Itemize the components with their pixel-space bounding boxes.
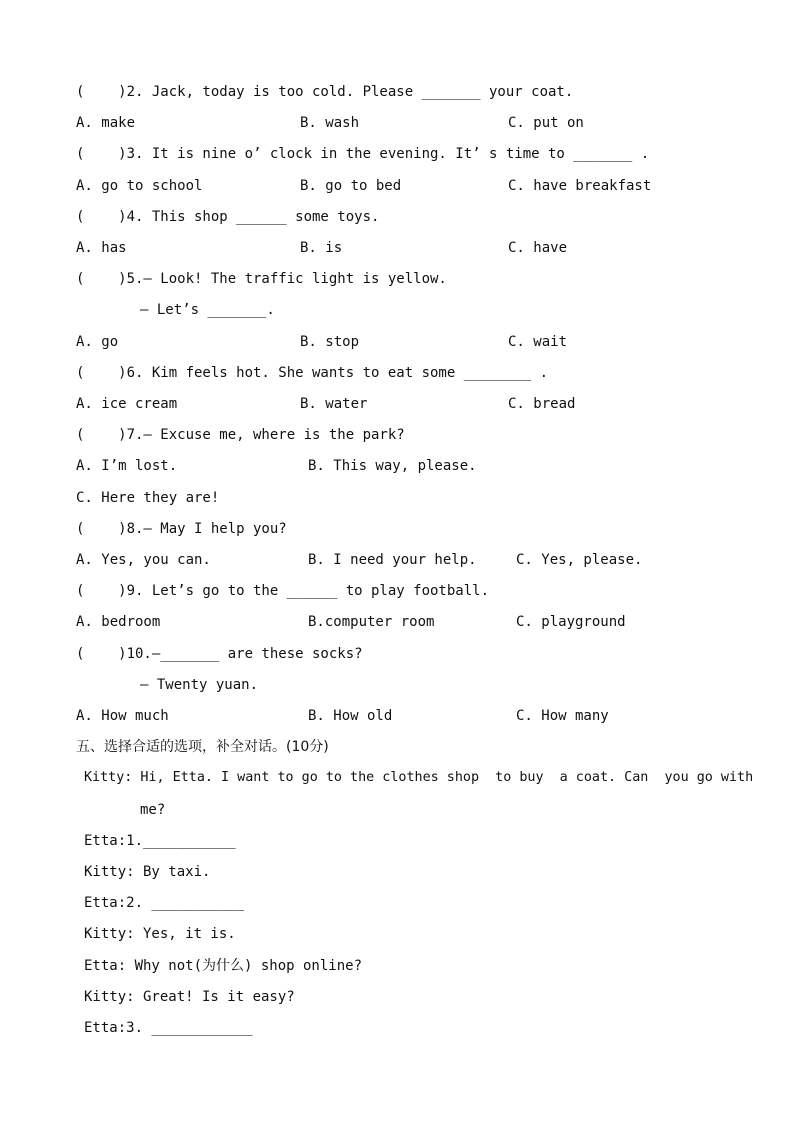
question-3-option-c: C. have breakfast bbox=[508, 178, 652, 194]
question-10-option-c: C. How many bbox=[516, 708, 609, 724]
question-6-option-c: C. bread bbox=[508, 396, 576, 412]
question-3-stem: ( )3. It is nine o’ clock in the evening. It’ s time to _______ . bbox=[76, 146, 650, 162]
question-4-option-c: C. have bbox=[508, 240, 568, 256]
question-3-option-a: A. go to school bbox=[76, 178, 203, 194]
question-4-stem: ( )4. This shop ______ some toys. bbox=[76, 209, 380, 225]
dialogue-blank-2: Etta:2. ___________ bbox=[84, 895, 245, 911]
dialogue-blank-3: Etta:3. ____________ bbox=[84, 1020, 253, 1036]
question-10-reply: — Twenty yuan. bbox=[140, 677, 259, 693]
question-7-option-c: C. Here they are! bbox=[76, 490, 220, 506]
question-8-option-b: B. I need your help. bbox=[308, 552, 477, 568]
question-4-option-b: B. is bbox=[300, 240, 343, 256]
question-6-option-a: A. ice cream bbox=[76, 396, 178, 412]
question-5-option-a: A. go bbox=[76, 334, 119, 350]
question-10-option-b: B. How old bbox=[308, 708, 393, 724]
question-4-option-a: A. has bbox=[76, 240, 127, 256]
question-6-option-b: B. water bbox=[300, 396, 368, 412]
dialogue-line-kitty-easy: Kitty: Great! Is it easy? bbox=[84, 989, 295, 1005]
question-2-option-c: C. put on bbox=[508, 115, 584, 131]
question-8-option-a: A. Yes, you can. bbox=[76, 552, 211, 568]
question-9-option-c: C. playground bbox=[516, 614, 626, 630]
dialogue-line-kitty-taxi: Kitty: By taxi. bbox=[84, 864, 211, 880]
dialogue-line-1-cont: me? bbox=[140, 802, 166, 818]
question-9-option-a: A. bedroom bbox=[76, 614, 161, 630]
question-5-reply: — Let’s _______. bbox=[140, 302, 275, 318]
question-7-stem: ( )7.— Excuse me, where is the park? bbox=[76, 427, 405, 443]
dialogue-blank-1: Etta:1.___________ bbox=[84, 833, 236, 849]
dialogue-line-etta-online: Etta: Why not(为什么) shop online? bbox=[84, 958, 363, 974]
question-2-stem: ( )2. Jack, today is too cold. Please _______ your coat. bbox=[76, 84, 574, 100]
dialogue-line-1: Kitty: Hi, Etta. I want to go to the clothes shop to buy a coat. Can you go with bbox=[84, 770, 754, 785]
question-7-option-b: B. This way, please. bbox=[308, 458, 477, 474]
question-2-option-b: B. wash bbox=[300, 115, 360, 131]
question-9-option-b: B.computer room bbox=[308, 614, 435, 630]
question-7-option-a: A. I’m lost. bbox=[76, 458, 178, 474]
question-8-option-c: C. Yes, please. bbox=[516, 552, 643, 568]
question-5-stem: ( )5.— Look! The traffic light is yellow. bbox=[76, 271, 447, 287]
dialogue-line-kitty-yes: Kitty: Yes, it is. bbox=[84, 926, 236, 942]
question-2-option-a: A. make bbox=[76, 115, 136, 131]
section-5-heading: 五、选择合适的选项，补全对话。(10分) bbox=[76, 739, 329, 755]
question-6-stem: ( )6. Kim feels hot. She wants to eat some ________ . bbox=[76, 365, 549, 381]
question-8-stem: ( )8.— May I help you? bbox=[76, 521, 287, 537]
question-10-stem: ( )10.—_______ are these socks? bbox=[76, 646, 363, 662]
question-5-option-b: B. stop bbox=[300, 334, 360, 350]
question-5-option-c: C. wait bbox=[508, 334, 568, 350]
question-9-stem: ( )9. Let’s go to the ______ to play football. bbox=[76, 583, 490, 599]
question-3-option-b: B. go to bed bbox=[300, 178, 402, 194]
question-10-option-a: A. How much bbox=[76, 708, 169, 724]
